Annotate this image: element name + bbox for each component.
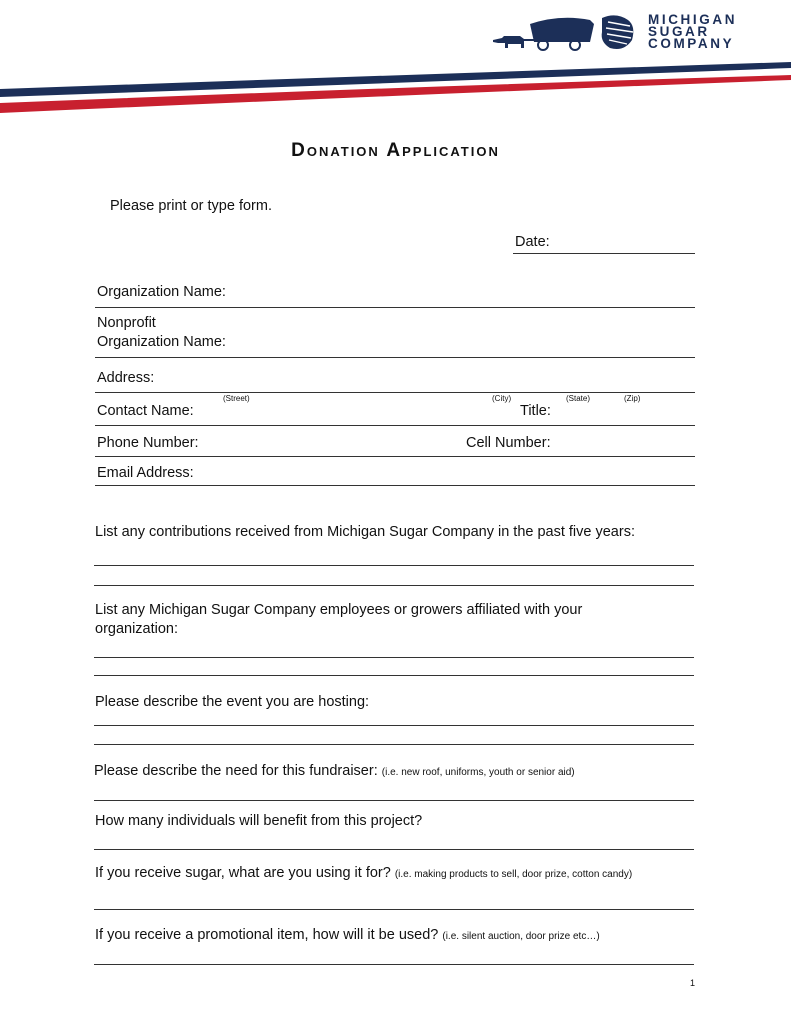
question-beneficiaries: How many individuals will benefit from this project? [95, 813, 423, 829]
question-sugar-use [95, 865, 632, 881]
brand-name [648, 14, 737, 50]
org-name-label: Organization Name: [97, 284, 226, 300]
date-label: Date: [515, 234, 550, 250]
question-event: Please describe the event you are hosting: [95, 694, 370, 710]
answer-line[interactable] [94, 565, 694, 566]
nonprofit-name-field[interactable] [95, 357, 695, 358]
address-label: Address: [97, 370, 155, 386]
answer-line[interactable] [94, 909, 694, 910]
question-need-hint: (i.e. new roof, uniforms, youth or senior aid) [381, 767, 575, 778]
instructions: Please print or type form. [110, 198, 272, 214]
cell-label: Cell Number: [466, 435, 551, 451]
org-name-field[interactable] [95, 307, 695, 308]
question-sugar-use-text: If you receive sugar, what are you using it for? [95, 865, 391, 881]
question-contributions: List any contributions received from Michigan Sugar Company in the past five years: [95, 524, 635, 540]
contact-name-label: Contact Name: [97, 403, 194, 419]
page-number: 1 [690, 978, 696, 988]
street-label: (Street) [223, 394, 250, 403]
question-promo-use [95, 927, 600, 943]
phone-label: Phone Number: [97, 435, 199, 451]
address-field[interactable] [95, 392, 695, 393]
answer-line[interactable] [94, 744, 694, 745]
email-label: Email Address: [97, 465, 194, 481]
city-label: (City) [492, 394, 512, 403]
answer-line[interactable] [94, 800, 694, 801]
nonprofit-label-line2: Organization Name: [97, 334, 226, 350]
zip-label: (Zip) [624, 394, 641, 403]
question-need-text: Please describe the need for this fundraiser: [94, 763, 378, 779]
brand-name-line1: MICHIGAN [648, 12, 738, 27]
brand-name-line2: SUGAR [648, 24, 710, 39]
answer-line[interactable] [94, 964, 694, 965]
phone-field[interactable] [95, 456, 695, 457]
email-field[interactable] [95, 485, 695, 486]
contact-title-label: Title: [520, 403, 551, 419]
brand-name-line3: COMPANY [648, 36, 735, 51]
answer-line[interactable] [94, 675, 694, 676]
answer-line[interactable] [94, 657, 694, 658]
answer-line[interactable] [94, 849, 694, 850]
question-affiliates-line1: List any Michigan Sugar Company employees or growers affiliated with your [95, 602, 583, 618]
question-affiliates-line2: organization: [95, 621, 179, 637]
question-sugar-use-hint: (i.e. making products to sell, door prize, cotton candy) [394, 869, 633, 880]
page-title: Donation Application [291, 140, 500, 161]
answer-line[interactable] [94, 725, 694, 726]
question-need [94, 763, 575, 779]
question-promo-use-text: If you receive a promotional item, how will it be used? [95, 927, 439, 943]
nonprofit-label-line1: Nonprofit [97, 315, 156, 331]
wagon-logo [490, 12, 640, 56]
header-swoosh [0, 55, 791, 120]
state-label: (State) [566, 394, 591, 403]
question-promo-use-hint: (i.e. silent auction, door prize etc…) [442, 931, 600, 942]
contact-field[interactable] [95, 425, 695, 426]
date-field[interactable] [513, 253, 695, 254]
answer-line[interactable] [94, 585, 694, 586]
